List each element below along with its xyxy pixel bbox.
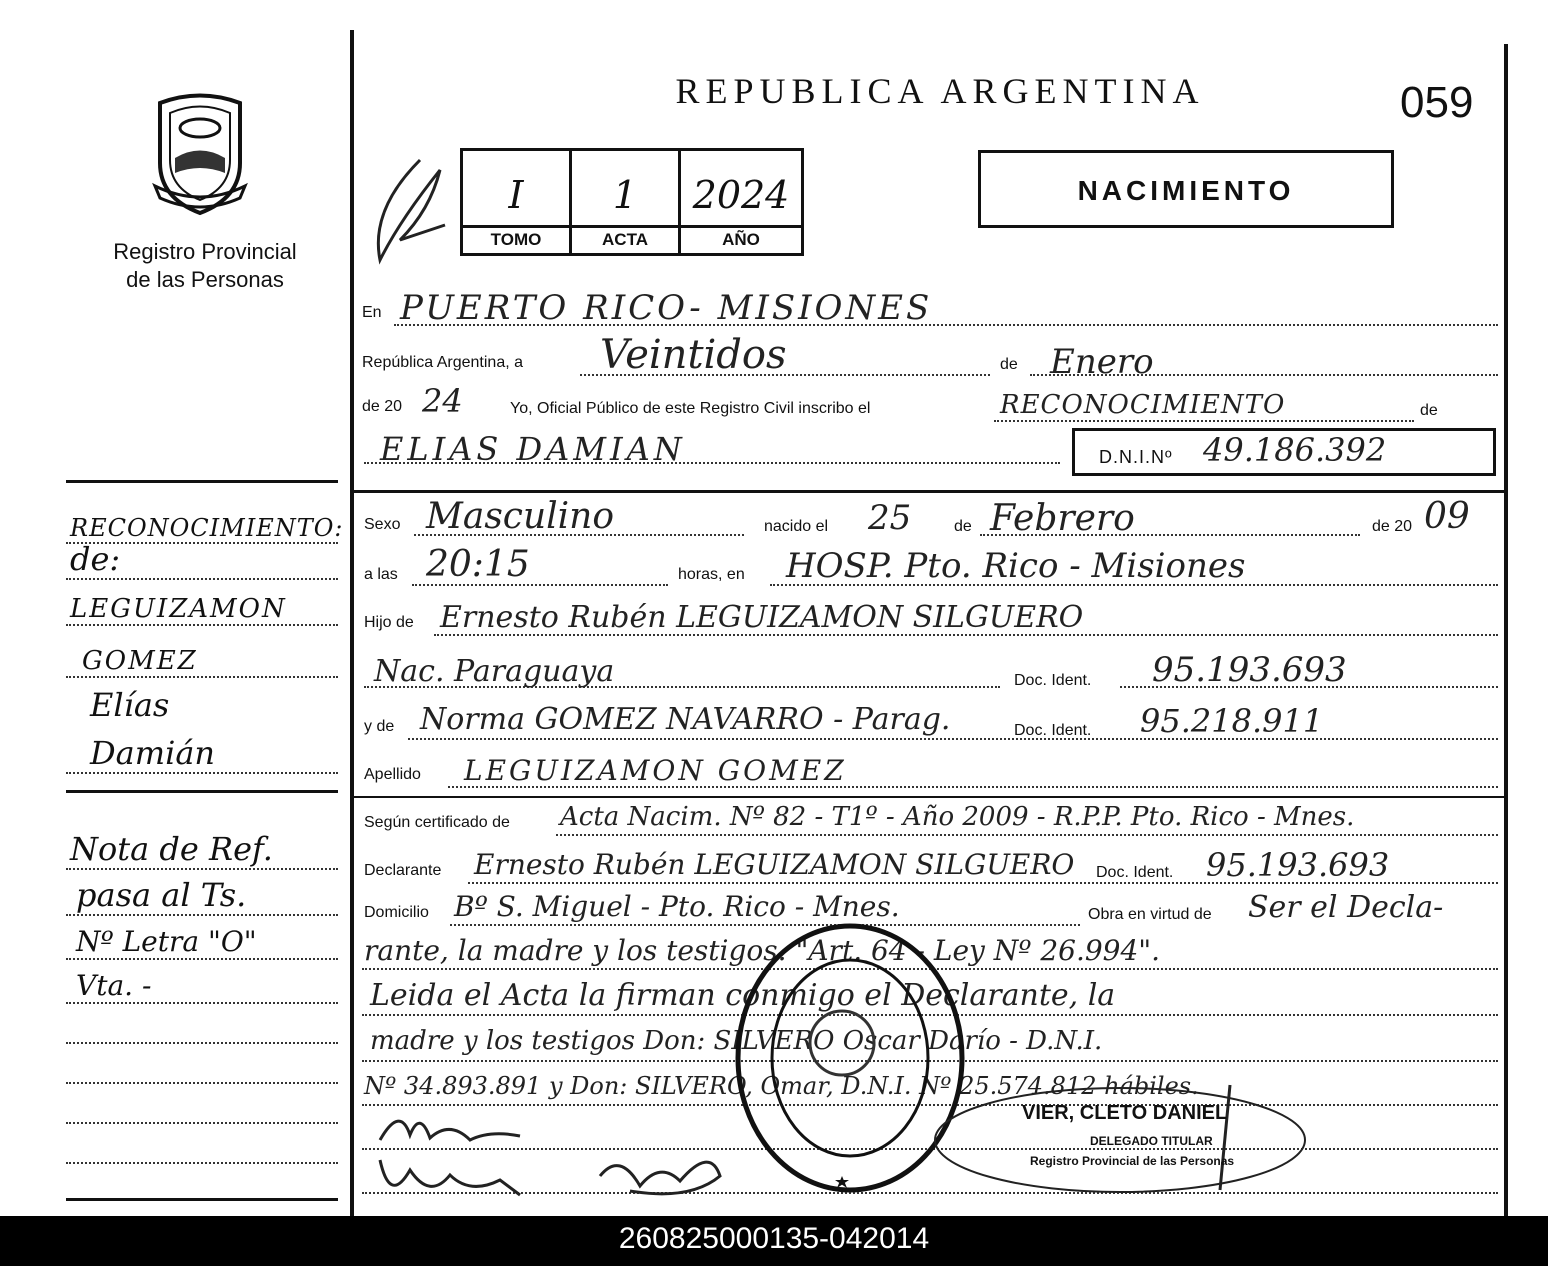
name-value: ELIAS DAMIAN xyxy=(380,430,686,468)
birth-year-label: de 20 xyxy=(1372,518,1413,535)
birth-place: HOSP. Pto. Rico - Misiones xyxy=(786,546,1246,586)
father-name: Ernesto Rubén LEGUIZAMON SILGUERO xyxy=(440,600,1084,635)
birth-year: 09 xyxy=(1424,496,1470,537)
row-hijo xyxy=(360,596,1498,646)
margin-divider-mid xyxy=(66,790,338,793)
doc-ident-label: Doc. Ident. xyxy=(1014,672,1092,689)
coat-of-arms-emblem xyxy=(140,88,260,218)
record-type-box xyxy=(978,150,1394,228)
row-apellido xyxy=(360,750,1498,800)
declarante-doc: 95.193.693 xyxy=(1206,846,1390,884)
signature-2 xyxy=(370,1150,530,1210)
anio-label: AÑO xyxy=(722,230,760,249)
birth-day: 25 xyxy=(868,498,912,538)
row-date xyxy=(360,330,1498,380)
record-id-divider xyxy=(460,225,804,228)
margin-note1-line6 xyxy=(66,724,338,774)
margin-note1-line3 xyxy=(66,576,338,626)
de-label: de xyxy=(1000,356,1018,373)
margin-note2-text4: Vta. - xyxy=(76,969,152,1002)
declarante-label: Declarante xyxy=(364,862,442,879)
father-doc: 95.193.693 xyxy=(1152,650,1347,690)
domicilio-label: Domicilio xyxy=(364,904,429,921)
section-divider xyxy=(354,490,1504,493)
signature-3 xyxy=(590,1146,730,1206)
margin-blank-5 xyxy=(66,1150,338,1200)
registry-line1: Registro Provincial xyxy=(113,239,297,264)
margin-note2-text2: pasa al Ts. xyxy=(76,876,247,914)
month-value: Enero xyxy=(1050,342,1154,382)
en-label: En xyxy=(362,304,382,321)
margin-divider-bottom xyxy=(66,1198,338,1201)
mother-line xyxy=(408,738,1498,740)
mother-name: Norma GOMEZ NAVARRO - Parag. xyxy=(420,702,951,737)
margin-note2-text3: Nº Letra "O" xyxy=(76,925,257,958)
margin-note1-text1: RECONOCIMIENTO: xyxy=(70,514,344,542)
tomo-label: TOMO xyxy=(490,230,542,249)
de-label-3: de xyxy=(954,518,972,535)
birth-month: Febrero xyxy=(990,498,1135,539)
acta-cell xyxy=(569,148,681,256)
dni-box xyxy=(1072,428,1496,476)
anio-value: 2024 xyxy=(692,173,790,217)
row-year xyxy=(360,380,1498,430)
official-title: DELEGADO TITULAR xyxy=(1090,1134,1213,1148)
barcode-footer xyxy=(0,1216,1548,1266)
segun-label: Según certificado de xyxy=(364,814,510,831)
anio-cell xyxy=(678,148,804,256)
oficial-label: Yo, Oficial Público de este Registro Civil inscribo el xyxy=(510,400,871,417)
obra-label: Obra en virtud de xyxy=(1088,906,1212,923)
row-en xyxy=(360,280,1498,330)
margin-note1-text5: Elías xyxy=(90,686,170,724)
margin-note2-line2 xyxy=(66,866,338,916)
margin-note2-line3 xyxy=(66,910,338,960)
dni-label: D.N.I.Nº xyxy=(1099,447,1173,467)
segun-line xyxy=(556,834,1498,836)
margin-note2-line1 xyxy=(66,820,338,870)
margin-divider-top xyxy=(66,480,338,483)
row-declarante xyxy=(360,846,1498,896)
margin-note1-line5 xyxy=(66,676,338,724)
page-number: 059 xyxy=(1400,78,1474,127)
initial-flourish xyxy=(360,150,460,280)
segun-value: Acta Nacim. Nº 82 - T1º - Año 2009 - R.P.P. Pto. Rico - Mnes. xyxy=(560,802,1355,832)
margin-note1-line2 xyxy=(66,530,338,580)
republica-label: República Argentina, a xyxy=(362,354,523,371)
birth-time: 20:15 xyxy=(426,544,530,585)
apellido-label: Apellido xyxy=(364,766,421,783)
horas-label: horas, en xyxy=(678,566,745,583)
line-cont2: Leida el Acta la firman conmigo el Declarante, la xyxy=(370,978,1116,1013)
official-org: Registro Provincial de las Personas xyxy=(1030,1154,1235,1168)
row-time xyxy=(360,544,1498,594)
official-signature-stamp xyxy=(930,1080,1310,1200)
line-cont1: rante, la madre y los testigos. "Art. 64 - Ley Nº 26.994". xyxy=(364,934,1161,967)
acta-value: 1 xyxy=(612,173,638,217)
registry-line2: de las Personas xyxy=(126,267,284,292)
sexo-label: Sexo xyxy=(364,516,401,533)
margin-note1-text2: de: xyxy=(70,540,121,578)
margin-note1-text6: Damián xyxy=(90,734,215,772)
tomo-value: I xyxy=(508,173,524,217)
right-frame-line xyxy=(1504,44,1508,1216)
de-label-2: de xyxy=(1420,402,1438,419)
registry-name xyxy=(60,238,350,294)
sexo-value: Masculino xyxy=(426,496,615,537)
obra-value: Ser el Decla- xyxy=(1248,890,1444,925)
inscribo-value: RECONOCIMIENTO xyxy=(1000,390,1286,420)
margin-note2-text1: Nota de Ref. xyxy=(70,830,273,868)
official-name: VIER, CLETO DANIEL xyxy=(1022,1102,1228,1124)
en-value: PUERTO RICO- MISIONES xyxy=(400,288,933,328)
tomo-cell xyxy=(460,148,572,256)
day-value: Veintidos xyxy=(600,332,787,378)
margin-note1-line4 xyxy=(66,628,338,678)
declarante-doc-label: Doc. Ident. xyxy=(1096,864,1174,881)
mother-doc: 95.218.911 xyxy=(1140,702,1324,740)
row-sexo xyxy=(360,494,1498,544)
declarante-value: Ernesto Rubén LEGUIZAMON SILGUERO xyxy=(474,848,1075,881)
margin-note1-text4: GOMEZ xyxy=(82,646,198,676)
inscribo-line xyxy=(994,420,1414,422)
year-value: 24 xyxy=(422,382,463,420)
line-cont3: madre y los testigos Don: SILVERO Oscar Darío - D.N.I. xyxy=(370,1026,1103,1056)
row-father-doc xyxy=(360,648,1498,698)
father-nac: Nac. Paraguaya xyxy=(374,654,615,689)
margin-note1-text3: LEGUIZAMON xyxy=(70,594,287,624)
record-type: NACIMIENTO xyxy=(1077,175,1295,206)
alas-label: a las xyxy=(364,566,398,583)
country-title: REPUBLICA ARGENTINA xyxy=(675,71,1205,111)
year-prefix-label: de 20 xyxy=(362,398,403,415)
row-segun xyxy=(360,798,1498,848)
left-frame-line xyxy=(350,30,354,1216)
domicilio-value: Bº S. Miguel - Pto. Rico - Mnes. xyxy=(454,890,900,923)
line-cont4: Nº 34.893.891 y Don: SILVERO, Omar, D.N.I. Nº 25.574.812 hábiles. xyxy=(364,1072,1199,1100)
acta-label: ACTA xyxy=(602,230,648,249)
mother-doc-label: Doc. Ident. xyxy=(1014,722,1092,739)
apellido-value: LEGUIZAMON GOMEZ xyxy=(464,754,847,787)
dni-value: 49.186.392 xyxy=(1203,431,1387,469)
yde-label: y de xyxy=(364,718,395,735)
row-mother xyxy=(360,700,1498,750)
hijo-label: Hijo de xyxy=(364,614,414,631)
nacido-label: nacido el xyxy=(764,518,829,535)
barcode-number: 260825000135-042014 xyxy=(618,1222,930,1255)
row-name xyxy=(360,426,1498,476)
